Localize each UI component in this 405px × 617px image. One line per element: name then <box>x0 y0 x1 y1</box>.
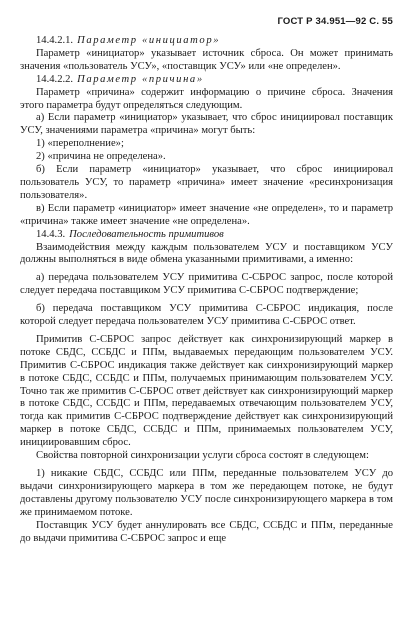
section-number: 14.4.2.2. <box>36 73 74 85</box>
paragraph: Примитив С-СБРОС запрос действует как синхронизирующий маркер в потоке СБДС, ССБДС и ППм, выдаваемых передающим пользователем УСУ. Примитив С-СБРОС индикация также действует как синхронизирующий маркер в потоке СБДС, ССБДС и ППм, получаемых принимающим пользователем УСУ. Точно так же примитив С-СБРОС ответ действует как синхронизирующий маркер в потоке СБДС, ССБДС и ППм, передаваемых отвечающим пользователем УСУ, тогда как примитив С-СБРОС подтверждение действует как синхронизирующий маркер в потоке СБДС, ССБДС и ППм, принимаемых пользователем УСУ, инициировавшим сброс. <box>20 333 393 449</box>
paragraph: б) передача поставщиком УСУ примитива С-СБРОС индикация, после которой следует передача пользователем УСУ примитива С-СБРОС ответ. <box>20 303 393 328</box>
paragraph: а) Если параметр «инициатор» указывает, что сброс инициировал поставщик УСУ, значениями параметра «причина» могут быть: <box>20 112 393 137</box>
paragraph: Параметр «причина» содержит информацию о причине сброса. Значения этого параметра будут определяться следующим. <box>20 86 393 111</box>
paragraph: Поставщик УСУ будет аннулировать все СБДС, ССБДС и ППм, переданные до выдачи примитива С-СБРОС запрос и еще <box>20 519 393 544</box>
section-title: Последовательность примитивов <box>69 228 224 240</box>
section-title: Параметр «причина» <box>77 73 204 85</box>
paragraph: 1) «переполнение»; <box>36 138 124 150</box>
section-heading <box>20 35 393 48</box>
paragraph: а) передача пользователем УСУ примитива С-СБРОС запрос, после которой следует передача поставщиком УСУ примитива С-СБРОС подтверждение; <box>20 272 393 297</box>
section-number: 14.4.2.1. <box>36 35 74 46</box>
paragraph: в) Если параметр «инициатор» имеет значение «не определен», то и параметр «причина» также имеет значение «не определена». <box>20 202 393 227</box>
document-body <box>20 35 393 545</box>
section-title: Параметр «инициатор» <box>77 35 221 46</box>
paragraph: б) Если параметр «инициатор» указывает, что сброс инициировал пользователь УСУ, то параметр «причина» имеет значение «ресинхронизация пользователя». <box>20 164 393 201</box>
page-header: ГОСТ Р 34.951—92 С. 55 <box>277 16 393 27</box>
paragraph: Свойства повторной синхронизации услуги сброса состоят в следующем: <box>36 450 369 462</box>
section-heading <box>20 74 393 87</box>
paragraph: Параметр «инициатор» указывает источник сброса. Он может принимать значения «пользователь УСУ», «поставщик УСУ» или «не определен». <box>20 47 393 72</box>
paragraph: 2) «причина не определена». <box>36 151 166 163</box>
section-number: 14.4.3. <box>36 228 66 240</box>
paragraph: Взаимодействия между каждым пользователем УСУ и поставщиком УСУ должны выполняться в виде обмена указанными примитивами, а именно: <box>20 241 393 266</box>
section-heading <box>20 229 393 242</box>
paragraph: 1) никакие СБДС, ССБДС или ППм, переданные пользователем УСУ до выдачи синхронизирующего маркера в том же передающем потоке, не будут доставлены другому пользователю УСУ после синхронизирующего маркера в том же принимаемом потоке. <box>20 468 393 518</box>
